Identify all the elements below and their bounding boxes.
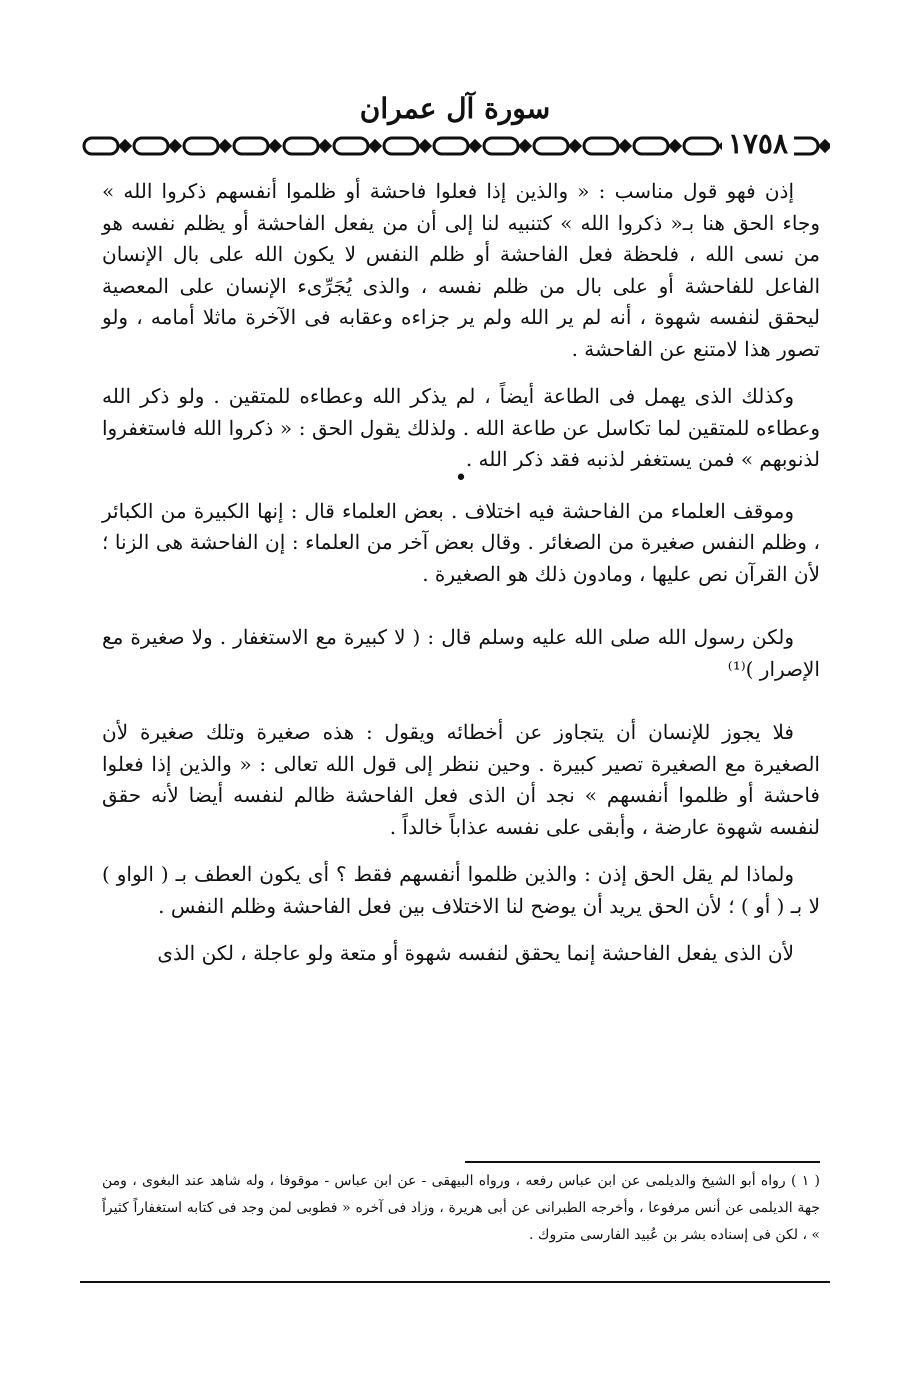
ornament-diamond bbox=[470, 141, 480, 151]
paragraph: إذن فهو قول مناسب : « والذين إذا فعلوا فاحشة أو ظلموا أنفسهم ذكروا الله » وجاء الحق هنا بـ« ذكروا الله » كتنبيه لنا إلى أن من يفعل الفاحشة أو يظلم نفسه هو من نسى الله ، فلحظة فعل الفاحشة أو ظلم النفس لا يكون الله على بال الإنسان الفاعل للفاحشة أو على بال من ظلم نفسه ، والذى يُجَرِّىء الإنسان على المعصية ليحقق لنفسه شهوة ، أنه لم ير الله ولم ير جزاءه وعقابه فى الآخرة ماثلا أمامه ، ولو تصور هذا لامتنع عن الفاحشة . bbox=[102, 179, 820, 361]
footnote-divider bbox=[465, 1161, 820, 1163]
paragraph: ولماذا لم يقل الحق إذن : والذين ظلموا أنفسهم فقط ؟ أى يكون العطف بـ ( الواو ) لا بـ ( أو ) ؛ لأن الحق يريد أن يوضح لنا الاختلاف بين فعل الفاحشة وظلم النفس . bbox=[102, 862, 820, 918]
ornament-link bbox=[234, 138, 268, 154]
paragraph: ولكن رسول الله صلى الله عليه وسلم قال : ( لا كبيرة مع الاستغفار . ولا صغيرة مع الإصرار )⁽¹⁾ bbox=[102, 625, 820, 681]
ornament-link bbox=[484, 138, 518, 154]
ornament-link bbox=[284, 138, 318, 154]
ornament-diamond bbox=[320, 141, 330, 151]
ornament-diamond bbox=[520, 141, 530, 151]
page-number: ١٧٥٨ bbox=[722, 128, 794, 160]
ornament-link bbox=[534, 138, 568, 154]
ornament-link bbox=[434, 138, 468, 154]
paragraph: لأن الذى يفعل الفاحشة إنما يحقق لنفسه شهوة أو متعة ولو عاجلة ، لكن الذى bbox=[157, 941, 794, 965]
ornament-diamond bbox=[370, 141, 380, 151]
ornament-link bbox=[84, 138, 118, 154]
main-text bbox=[102, 176, 820, 986]
paragraph: فلا يجوز للإنسان أن يتجاوز عن أخطائه ويقول : هذه صغيرة وتلك صغيرة لأن الصغيرة مع الصغيرة تصير كبيرة . وحين ننظر إلى قول الله تعالى : « والذين إذا فعلوا فاحشة أو ظلموا أنفسهم » نجد أن الذى فعل الفاحشة ظالم لنفسه أيضا لأنه حقق لنفسه شهوة عارضة ، وأبقى على نفسه عذاباً خالداً . bbox=[102, 720, 820, 839]
ornament-diamond bbox=[670, 141, 680, 151]
ornament-diamond bbox=[420, 141, 430, 151]
paragraph: وكذلك الذى يهمل فى الطاعة أيضاً ، لم يذكر الله وعطاءه للمتقين . ولو ذكر الله وعطاءه للمتقين لما تكاسل عن طاعة الله . ولذلك يقول الحق : « ذكروا الله فاستغفروا لذنوبهم » فمن يستغفر لذنبه فقد ذكر الله . bbox=[102, 384, 820, 471]
ornament-link bbox=[634, 138, 668, 154]
chain-link-ornament-icon bbox=[80, 128, 830, 164]
ornament-link bbox=[334, 138, 368, 154]
ornament-diamond bbox=[570, 141, 580, 151]
ornament-link bbox=[134, 138, 168, 154]
surah-title: سورة آل عمران bbox=[359, 92, 551, 125]
footnote: ( ١ ) رواه أبو الشيخ والديلمى عن ابن عباس رفعه ، ورواه البيهقى - عن ابن عباس - موقوفا ، وله شاهد عند البغوى ، ومن جهة الديلمى عن أنس مرفوعا ، وأخرجه الطبرانى عن أبى هريرة ، وزاد فى آخره « فطوبى لمن وجد فى كتابه استغفاراً كثيراً » ، لكن فى إسناده بشر بن عُبيد الفارسى متروك . bbox=[102, 1173, 820, 1243]
bottom-divider bbox=[80, 1281, 830, 1283]
ornament-diamond bbox=[270, 141, 280, 151]
ornament-link bbox=[384, 138, 418, 154]
ornament-link bbox=[684, 138, 718, 154]
ornament-diamond bbox=[170, 141, 180, 151]
ornament-diamond bbox=[820, 141, 830, 151]
book-page bbox=[80, 78, 830, 1318]
section-separator-dot: • bbox=[454, 465, 468, 491]
ornament-diamond bbox=[220, 141, 230, 151]
paragraph: وموقف العلماء من الفاحشة فيه اختلاف . بعض العلماء قال : إنها الكبيرة من الكبائر ، وظلم النفس صغيرة من الصغائر . وقال بعض آخر من العلماء : إن الفاحشة هى الزنا ؛ لأن القرآن نص عليها ، ومادون ذلك هو الصغيرة . bbox=[102, 498, 820, 586]
ornament-link bbox=[584, 138, 618, 154]
ornament-diamond bbox=[620, 141, 630, 151]
ornament-diamond bbox=[120, 141, 130, 151]
ornament-link bbox=[184, 138, 218, 154]
